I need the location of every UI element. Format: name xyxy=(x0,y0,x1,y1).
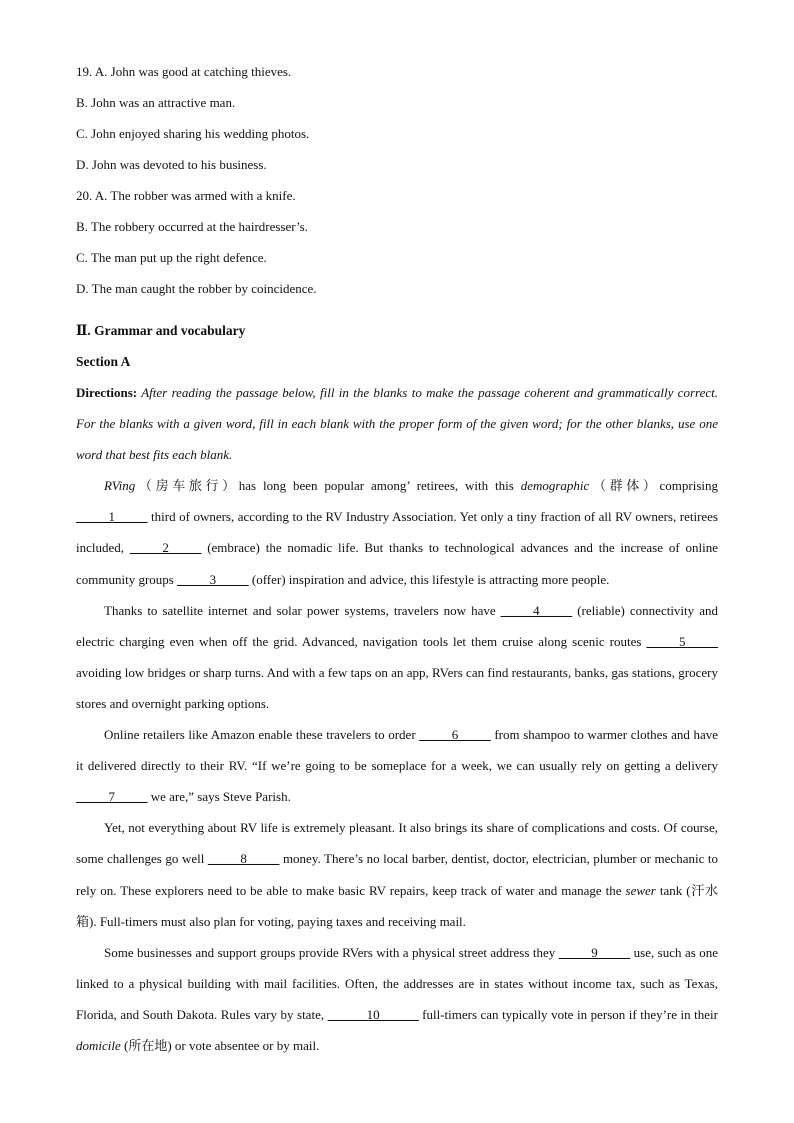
directions xyxy=(76,377,718,470)
option-19d: D. John was devoted to his business. xyxy=(76,157,267,172)
blank-4: _____4_____ xyxy=(500,602,573,618)
blank-6: _____6_____ xyxy=(419,727,491,743)
directions-text: After reading the passage below, fill in the blanks to make the passage coherent and grammatically correct. For the blanks with a given word, fill in each blank with the proper form of the given word; for the other blanks, use one word that best fits each blank. xyxy=(76,385,718,463)
option-20d: D. The man caught the robber by coincidence. xyxy=(76,281,317,296)
blank-7: _____7_____ xyxy=(76,789,148,805)
paragraph-3: Online retailers like Amazon enable these travelers to order _____6_____ from shampoo to warmer clothes and have it delivered directly to their RV. “If we’re going to be someplace for a week, we can usually rely on getting a delivery _____7_____ we are,” says Steve Parish. xyxy=(76,727,718,805)
option-20c: C. The man put up the right defence. xyxy=(76,250,267,265)
term-domicile: domicile xyxy=(76,1037,121,1053)
document-page xyxy=(76,56,718,1061)
blank-3: _____3_____ xyxy=(177,571,249,587)
blank-5: _____5_____ xyxy=(646,633,718,649)
option-19a: 19. A. John was good at catching thieves. xyxy=(76,64,292,79)
blank-9: _____9_____ xyxy=(558,944,631,960)
term-sewer: sewer xyxy=(625,882,656,898)
paragraph-5: Some businesses and support groups provide RVers with a physical street address they _____9_____ use, such as one linked to a physical building with mail facilities. Often, the addresses are in states without income tax, such as Texas, Florida, and South Dakota. Rules vary by state, ______10______ full-timers can typically vote in person if they’re in their domicile (所在地) or vote absentee or by mail. xyxy=(76,944,718,1053)
option-19b: B. John was an attractive man. xyxy=(76,95,236,110)
option-20b: B. The robbery occurred at the hairdresser’s. xyxy=(76,219,308,234)
blank-1: _____1_____ xyxy=(76,509,148,525)
blank-10: ______10______ xyxy=(327,1006,419,1022)
section-title: Ⅱ. Grammar and vocabulary xyxy=(76,323,246,338)
blank-2: _____2_____ xyxy=(129,540,202,556)
option-19c: C. John enjoyed sharing his wedding photos. xyxy=(76,126,310,141)
term-demographic: demographic xyxy=(520,478,590,494)
paragraph-4: Yet, not everything about RV life is extremely pleasant. It also brings its share of complications and costs. Of course, some challenges go well _____8_____ money. There’s no local barber, dentist, doctor, electrician, plumber or mechanic to rely on. These explorers need to be able to make basic RV repairs, keep track of water and manage the sewer tank (汗水箱). Full-timers must also plan for voting, paying taxes and receiving mail. xyxy=(76,820,719,929)
paragraph-2: Thanks to satellite internet and solar power systems, travelers now have _____4_____ (reliable) connectivity and electric charging even when off the grid. Advanced, navigation tools let them cruise along scenic routes _____5_____ avoiding low bridges or sharp turns. And with a few taps on an app, RVers can find restaurants, banks, gas stations, grocery stores and overnight parking options. xyxy=(76,602,718,711)
blank-8: _____8_____ xyxy=(207,851,280,867)
paragraph-1: RVing（房车旅行）has long been popular among’ retirees, with this demographic（群体）comprising _____1_____ third of owners, according to the RV Industry Association. Yet only a tiny fraction of all RV owners, retirees included, _____2_____ (embrace) the nomadic life. But thanks to technological advances and the increase of online community groups _____3_____ (offer) inspiration and advice, this lifestyle is attracting more people. xyxy=(76,478,718,587)
term-rving: RVing xyxy=(104,478,136,494)
directions-label: Directions: xyxy=(76,385,138,400)
option-20a: 20. A. The robber was armed with a knife. xyxy=(76,188,296,203)
section-subtitle: Section A xyxy=(76,354,131,369)
